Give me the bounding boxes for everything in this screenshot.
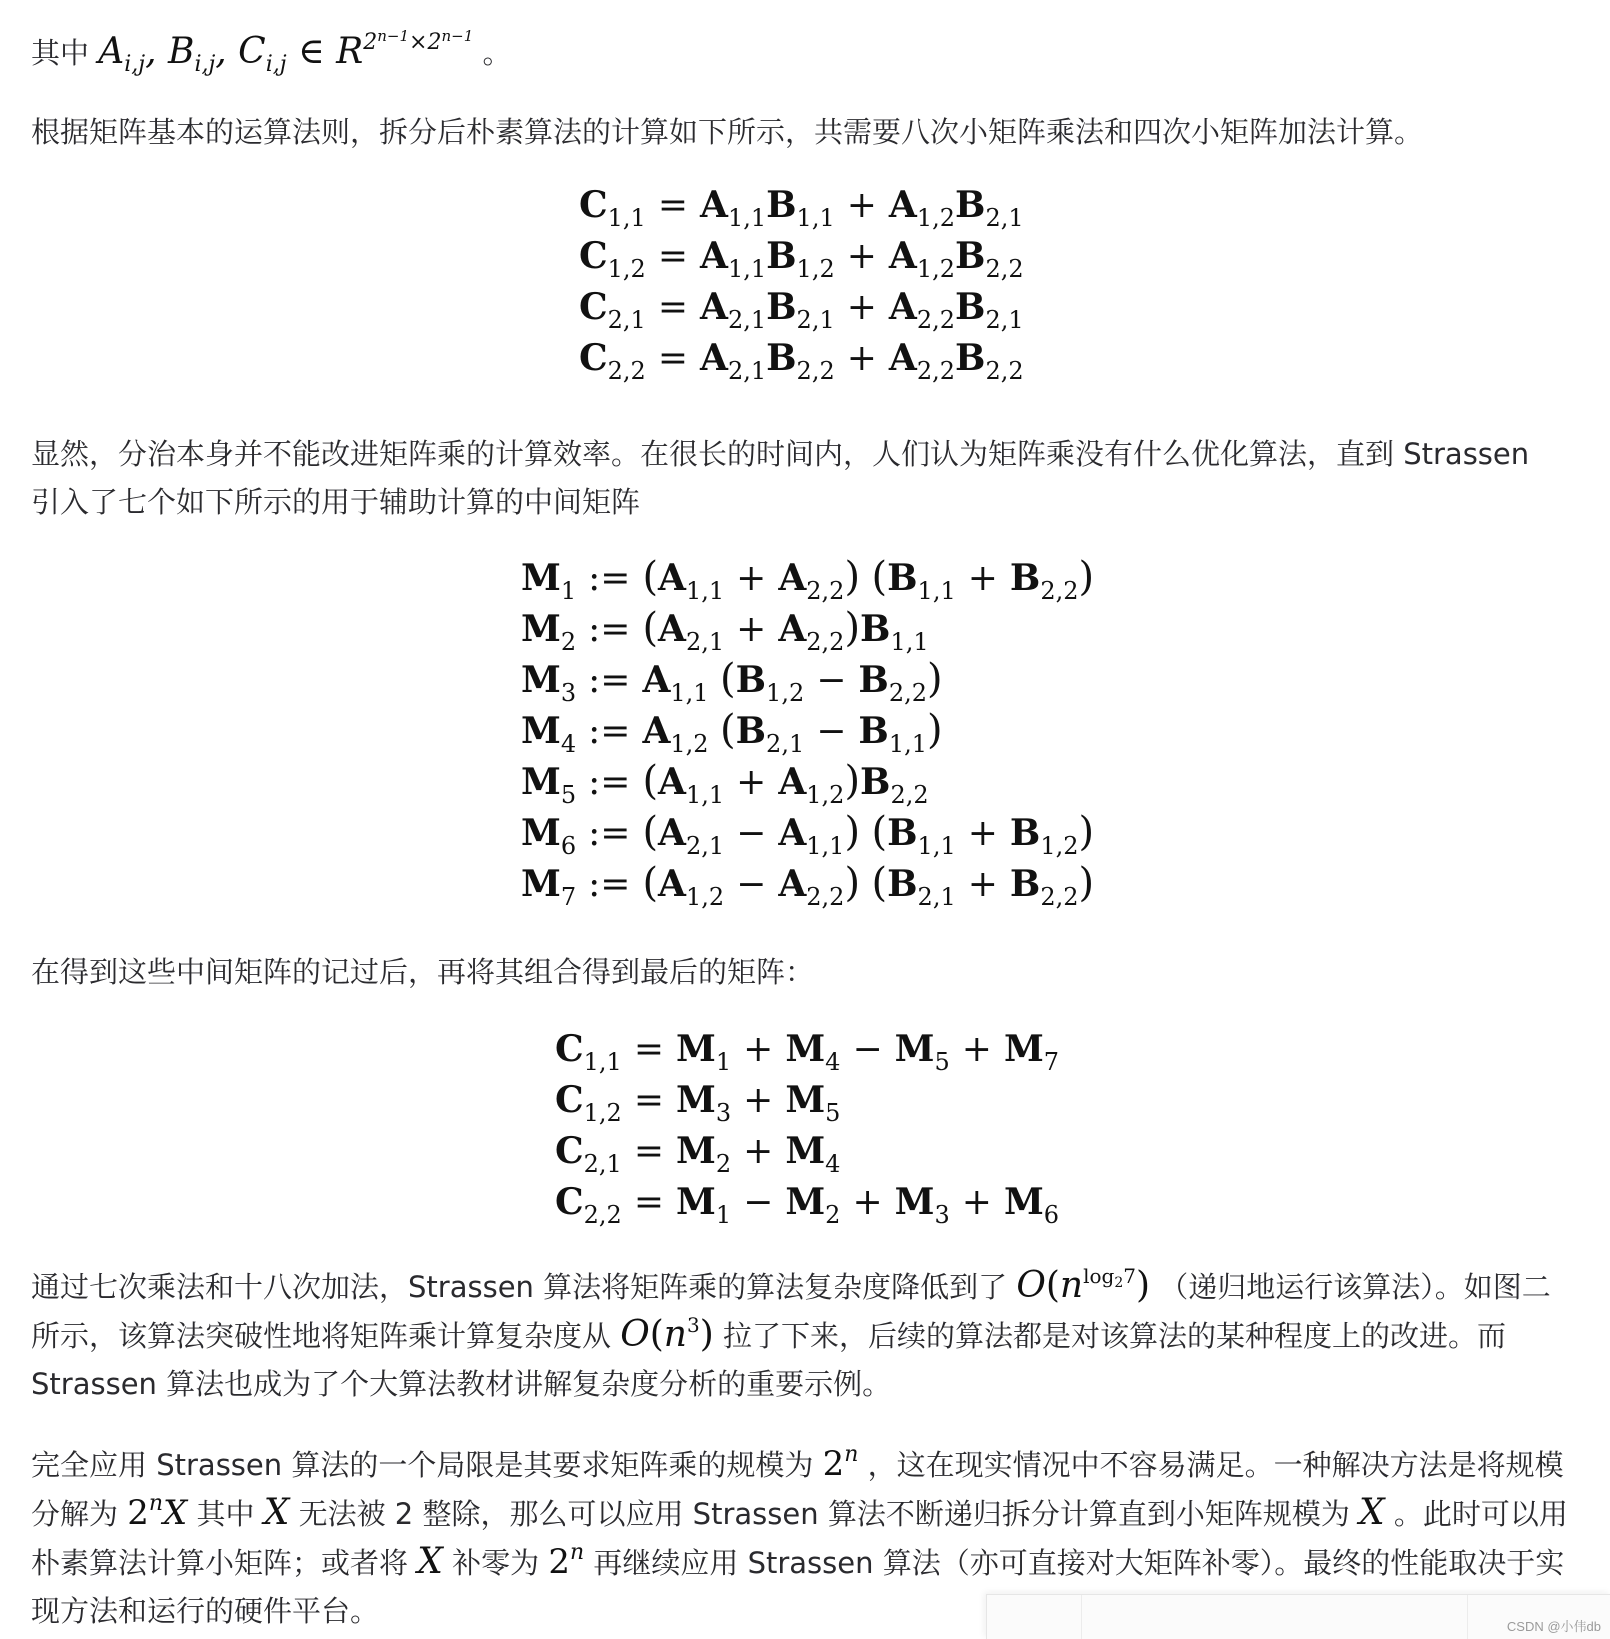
limitation-text-a: 完全应用 Strassen 算法的一个局限是其要求矩阵乘的规模为 [31, 1448, 814, 1482]
equation-line: $M_3$ := $A_{1,1}$ $(B_{1,2} - B_{2,2})$ [521, 656, 943, 707]
limitation-text-e: 。此时可以用朴素算法计算小矩阵；或者将 [31, 1497, 1568, 1580]
equation-line: $C_{2,1} = M_2 + M_4$ [555, 1130, 841, 1178]
limitation-text-c: 其中 [196, 1497, 255, 1531]
intro-line [31, 28, 1571, 77]
limitation-math-x2: X [1359, 1492, 1385, 1533]
equation-line: $M_2$ := $(A_{2,1} + A_{2,2})B_{1,1}$ [521, 605, 929, 656]
equation-line: $M_4$ := $A_{1,2}$ $(B_{2,1} - B_{1,1})$ [521, 707, 943, 758]
toolbar-divider [1081, 1595, 1082, 1639]
strassen-equations [521, 552, 1094, 909]
equation-line: $C_{1,2} = M_3 + M_5$ [555, 1079, 841, 1127]
equation-line: $C_{1,1} = A_{1,1}B_{1,1} + A_{1,2}B_{2,1}$ [579, 184, 1024, 232]
naive-equations [579, 180, 1024, 384]
bottom-toolbar [986, 1594, 1610, 1639]
complexity-text-c: 拉了下来，后续的算法都是对该算法的某种程度上的改进。而 Strassen 算法也成为了个大算法教材讲解复杂度分析的重要示例。 [31, 1319, 1506, 1401]
limitation-math-2nx: 2$^n$X [127, 1491, 188, 1533]
paragraph-complexity [31, 1262, 1561, 1408]
csdn-watermark: CSDN @小伟db [1506, 1619, 1601, 1634]
complexity-math-cubic: $O(n^3)$ [620, 1313, 714, 1355]
limitation-math-x1: X [263, 1492, 290, 1533]
equation-line: $M_6$ := $(A_{2,1} - A_{1,1}) (B_{1,1} + B_{1,2})$ [521, 809, 1095, 860]
limitation-text-d: 无法被 2 整除，那么可以应用 Strassen 算法不断递归拆分计算直到小矩阵规模为 [298, 1497, 1350, 1531]
complexity-text-b: （递归地运行该算法）。如图二所示，该算法突破性地将矩阵乘计算复杂度从 [31, 1270, 1551, 1353]
limitation-text-f: 补零为 [452, 1546, 540, 1580]
paragraph-naive-intro: 根据矩阵基本的运算法则，拆分后朴素算法的计算如下所示，共需要八次小矩阵乘法和四次小矩阵加法计算。 [31, 115, 1424, 149]
limitation-math-2n: 2$^n$ [822, 1442, 859, 1484]
intro-math: $A_{i,j}$, $B_{i,j}$, $C_{i,j}$ ∈ $R^{2^{n-1}\times 2^{n-1}}$ [98, 27, 474, 77]
limitation-math-x3: X [417, 1541, 443, 1582]
equation-line: $M_7$ := $(A_{1,2} - A_{2,2}) (B_{2,1} + B_{2,2})$ [521, 860, 1095, 911]
paragraph-strassen-intro: 显然，分治本身并不能改进矩阵乘的计算效率。在很长的时间内，人们认为矩阵乘没有什么优化算法，直到 Strassen 引入了七个如下所示的用于辅助计算的中间矩阵 [31, 437, 1530, 519]
equation-line: $M_1$ := $(A_{1,1} + A_{2,2}) (B_{1,1} + B_{2,2})$ [521, 554, 1095, 605]
equation-line: $C_{1,2} = A_{1,1}B_{1,2} + A_{1,2}B_{2,2}$ [579, 235, 1024, 283]
equation-line: $C_{2,2} = M_1 - M_2 + M_3 + M_6$ [555, 1181, 1060, 1229]
paragraph-combine-intro: 在得到这些中间矩阵的记过后，再将其组合得到最后的矩阵： [31, 955, 815, 989]
complexity-math-log: $O(n^{log_27})$ [1016, 1264, 1151, 1306]
limitation-text-g: 再继续应用 Strassen 算法（亦可直接对大矩阵补零）。最终的性能取决于实现方法和运行的硬件平台。 [31, 1546, 1565, 1628]
complexity-text-a: 通过七次乘法和十八次加法，Strassen 算法将矩阵乘的算法复杂度降低到了 [31, 1270, 1008, 1304]
equation-line: $C_{2,1} = A_{2,1}B_{2,1} + A_{2,2}B_{2,1}$ [579, 286, 1024, 334]
limitation-math-2n-b: 2$^n$ [548, 1540, 585, 1582]
equation-line: $M_5$ := $(A_{1,1} + A_{1,2})B_{2,2}$ [521, 758, 929, 809]
equation-line: $C_{2,2} = A_{2,1}B_{2,2} + A_{2,2}B_{2,2}$ [579, 337, 1024, 385]
intro-prefix: 其中 [31, 36, 90, 70]
combine-equations [555, 1024, 1059, 1228]
limitation-text-b: ，这在现实情况中不容易满足。一种解决方法是将规模分解为 [31, 1448, 1564, 1531]
intro-suffix: 。 [482, 36, 512, 70]
toolbar-divider [1467, 1595, 1468, 1639]
equation-line: $C_{1,1} = M_1 + M_4 - M_5 + M_7$ [555, 1028, 1060, 1076]
